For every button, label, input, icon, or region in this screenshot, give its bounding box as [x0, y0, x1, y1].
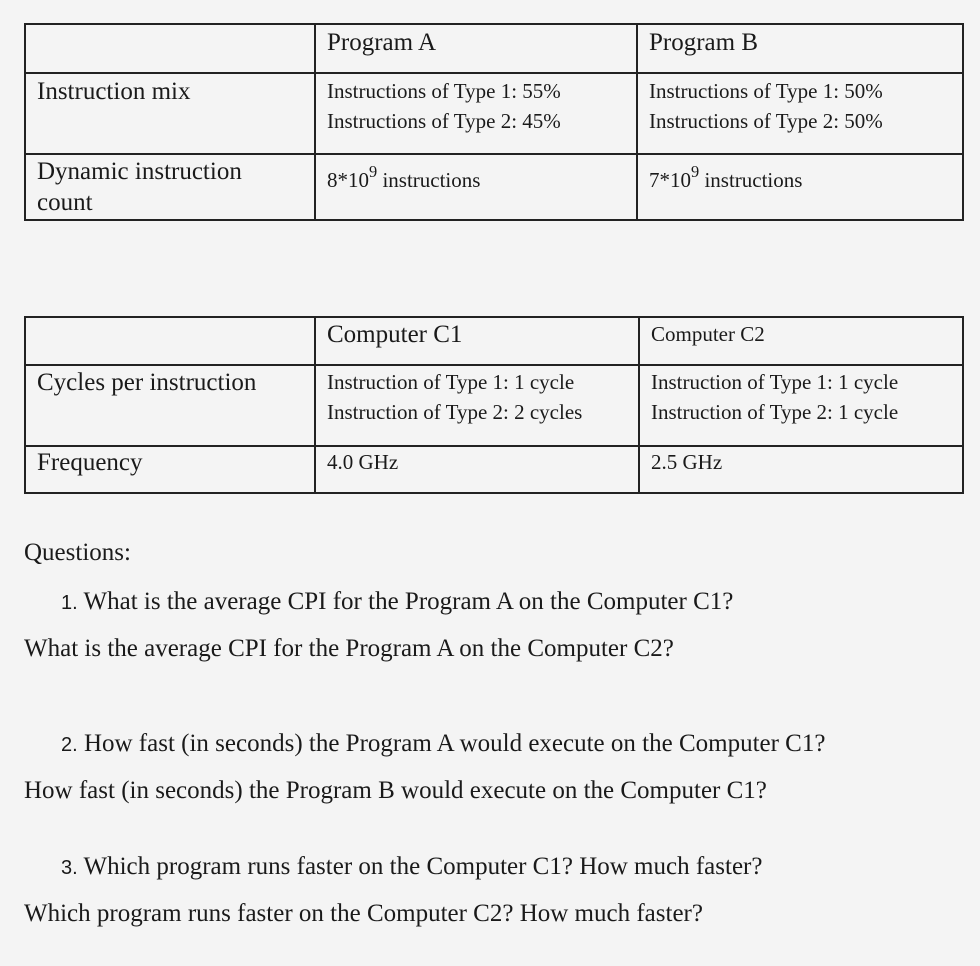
dynamic-instruction-count-label-line2: count [37, 189, 93, 216]
computer-c2-frequency: 2.5 GHz [639, 446, 963, 493]
program-a-count-suffix: instructions [377, 168, 481, 192]
program-b-count-base: 7*10 [649, 168, 691, 192]
program-a-instruction-count [315, 154, 637, 220]
dynamic-instruction-count-row [25, 154, 963, 220]
dynamic-instruction-count-label [25, 154, 315, 220]
program-a-type2-share: Instructions of Type 2: 45% [327, 109, 561, 133]
program-a-instruction-mix [315, 73, 637, 154]
program-b-instruction-count [637, 154, 963, 220]
instruction-mix-label: Instruction mix [25, 73, 315, 154]
question-1-line2: What is the average CPI for the Program A on the Computer C2? [24, 635, 674, 662]
computer-c2-type1-cycles: Instruction of Type 1: 1 cycle [651, 370, 899, 394]
computer-c2-header: Computer C2 [639, 317, 963, 365]
computers-header-row [25, 317, 963, 365]
programs-header-empty-cell [25, 24, 315, 73]
program-b-instruction-mix [637, 73, 963, 154]
program-b-type2-share: Instructions of Type 2: 50% [649, 109, 883, 133]
computer-c2-cpi [639, 365, 963, 446]
question-1-line1 [61, 587, 733, 618]
computers-table [24, 316, 964, 494]
question-3-line1 [61, 852, 762, 883]
program-a-header: Program A [315, 24, 637, 73]
question-3-number: 3. [61, 857, 78, 879]
instruction-mix-row [25, 73, 963, 154]
frequency-row [25, 446, 963, 493]
question-3-text: Which program runs faster on the Computer C1? How much faster? [83, 853, 763, 880]
question-3-line2: Which program runs faster on the Computer C2? How much faster? [24, 900, 703, 927]
computers-header-empty-cell [25, 317, 315, 365]
dynamic-instruction-count-label-line1: Dynamic instruction [37, 158, 242, 185]
questions-heading: Questions: [24, 539, 131, 566]
question-2-line2: How fast (in seconds) the Program B would execute on the Computer C1? [24, 777, 767, 804]
computer-c1-type2-cycles: Instruction of Type 2: 2 cycles [327, 400, 583, 424]
program-b-type1-share: Instructions of Type 1: 50% [649, 79, 883, 103]
computer-c2-type2-cycles: Instruction of Type 2: 1 cycle [651, 400, 899, 424]
program-b-header: Program B [637, 24, 963, 73]
question-1-text: What is the average CPI for the Program A on the Computer C1? [83, 588, 734, 615]
computer-c1-type1-cycles: Instruction of Type 1: 1 cycle [327, 370, 575, 394]
program-a-count-exponent: 9 [369, 162, 378, 182]
question-2-text: How fast (in seconds) the Program A would execute on the Computer C1? [83, 730, 826, 757]
program-a-type1-share: Instructions of Type 1: 55% [327, 79, 561, 103]
computer-c1-cpi [315, 365, 639, 446]
question-2-number: 2. [61, 734, 78, 756]
question-2-line1 [61, 729, 825, 760]
program-b-count-suffix: instructions [699, 168, 803, 192]
computer-c1-header: Computer C1 [315, 317, 639, 365]
program-b-count-exponent: 9 [691, 162, 700, 182]
program-a-count-base: 8*10 [327, 168, 369, 192]
programs-table [24, 23, 964, 221]
frequency-label: Frequency [25, 446, 315, 493]
question-1-number: 1. [61, 592, 78, 614]
cycles-per-instruction-row [25, 365, 963, 446]
computer-c1-frequency: 4.0 GHz [315, 446, 639, 493]
cycles-per-instruction-label: Cycles per instruction [25, 365, 315, 446]
programs-header-row [25, 24, 963, 73]
